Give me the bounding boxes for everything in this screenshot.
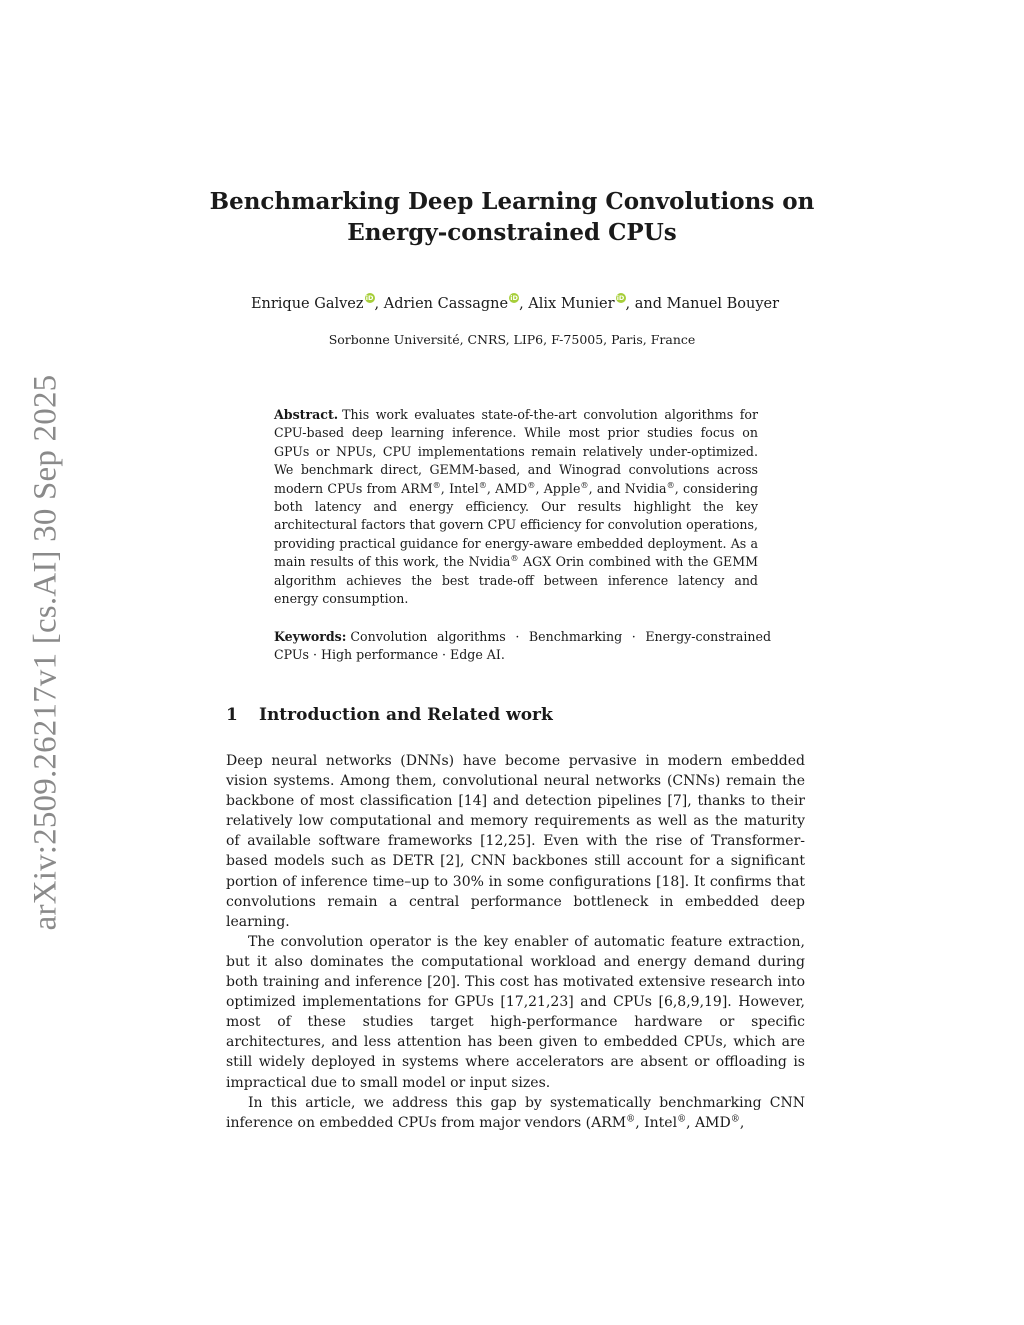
orcid-icon[interactable]: iD bbox=[616, 294, 625, 302]
arxiv-identifier-stamp bbox=[24, 365, 68, 940]
registered-mark: ® bbox=[730, 1114, 740, 1125]
author-separator: , and bbox=[625, 296, 667, 312]
orcid-icon[interactable]: iD bbox=[510, 294, 518, 302]
author-separator: , bbox=[374, 296, 384, 312]
paragraph-1: Deep neural networks (DNNs) have become pervasive in modern embedded vision systems. Among them, convolutional neural networks (CNNs) remain the backbone of most classification [14] and detection pipelines [7], thanks to their relatively low computational and memory requirements as well as the maturity of available software frameworks [12,25]. Even with the rise of Transformer-based models such as DETR [2], CNN backbones still account for a significant portion of inference time–up to 30% in some configurations [18]. It confirms that convolutions remain a central performance bottleneck in embedded deep learning. bbox=[226, 753, 805, 930]
section-number: 1 bbox=[226, 705, 238, 725]
title-line-2: Energy-constrained CPUs bbox=[347, 219, 677, 246]
section-heading bbox=[226, 703, 553, 727]
paragraph-3-text: In this article, we address this gap by systematically benchmarking CNN inference on embedded CPUs from major vendors (ARM bbox=[226, 1094, 805, 1131]
registered-mark: ® bbox=[478, 479, 487, 490]
paragraph-2: The convolution operator is the key enabler of automatic feature extraction, but it also dominates the computational workload and energy demand during both training and inference [20]. This cost has motivated extensive research into optimized implementations for GPUs [17,21,23] and CPUs [6,8,9,19]. However, most of these studies target high-performance hardware or specific architectures, and less attention has been given to embedded CPUs, which are still widely deployed in systems where accelerators are absent or offloading is impractical due to small model or input sizes. bbox=[226, 933, 805, 1091]
body-text bbox=[226, 751, 805, 1133]
abstract-text: , and Nvidia bbox=[588, 480, 667, 496]
paragraph-3-text: , bbox=[739, 1114, 745, 1131]
arxiv-identifier-text: arXiv:2509.26217v1 [cs.AI] 30 Sep 2025 bbox=[27, 374, 64, 931]
abstract bbox=[274, 406, 758, 608]
author-name: Manuel Bouyer bbox=[666, 296, 780, 312]
registered-mark: ® bbox=[510, 553, 519, 564]
author-name: Alix Munier bbox=[528, 296, 615, 312]
abstract-text: , Apple bbox=[535, 480, 581, 496]
section-title: Introduction and Related work bbox=[259, 705, 553, 725]
abstract-text: , considering both latency and energy efficiency. Our results highlight the key architectural factors that govern CPU efficiency for convolution operations, providing practical guidance for energy-aware embedded deployment. As a main results of this work, the Nvidia bbox=[274, 480, 759, 570]
author-separator: , bbox=[519, 296, 529, 312]
registered-mark: ® bbox=[626, 1114, 636, 1125]
paper-title bbox=[0, 186, 1024, 248]
title-line-1: Benchmarking Deep Learning Convolutions on bbox=[209, 188, 815, 215]
keywords bbox=[274, 628, 771, 665]
registered-mark: ® bbox=[666, 479, 675, 490]
abstract-text: AGX Orin combined with the GEMM algorithm achieves the best trade-off between inference latency and energy consumption. bbox=[274, 554, 758, 607]
author-name: Enrique Galvez bbox=[250, 296, 364, 312]
paragraph-3-text: , Intel bbox=[635, 1114, 678, 1131]
affiliation: Sorbonne Université, CNRS, LIP6, F-75005, Paris, France bbox=[328, 332, 696, 347]
paragraph-3 bbox=[226, 1093, 805, 1133]
paragraph-3-text: , AMD bbox=[686, 1114, 731, 1131]
author-list bbox=[0, 293, 1024, 315]
registered-mark: ® bbox=[580, 479, 589, 490]
registered-mark: ® bbox=[432, 479, 441, 490]
abstract-text: This work evaluates state-of-the-art convolution algorithms for CPU-based deep learning inference. While most prior studies focus on GPUs or NPUs, CPU implementations remain relatively under-optimized. We benchmark direct, GEMM-based, and Winograd convolutions across modern CPUs from ARM bbox=[274, 407, 758, 496]
author-name: Adrien Cassagne bbox=[383, 296, 509, 312]
registered-mark: ® bbox=[677, 1114, 687, 1125]
keywords-text: Convolution algorithms · Benchmarking · Energy-constrained CPUs · High performance · Edge AI. bbox=[274, 629, 771, 663]
keywords-label: Keywords: bbox=[274, 629, 347, 644]
orcid-icon[interactable]: iD bbox=[365, 294, 374, 302]
abstract-label: Abstract. bbox=[274, 407, 339, 422]
registered-mark: ® bbox=[527, 479, 536, 490]
abstract-text: , Intel bbox=[440, 480, 479, 496]
abstract-text: , AMD bbox=[486, 480, 528, 496]
